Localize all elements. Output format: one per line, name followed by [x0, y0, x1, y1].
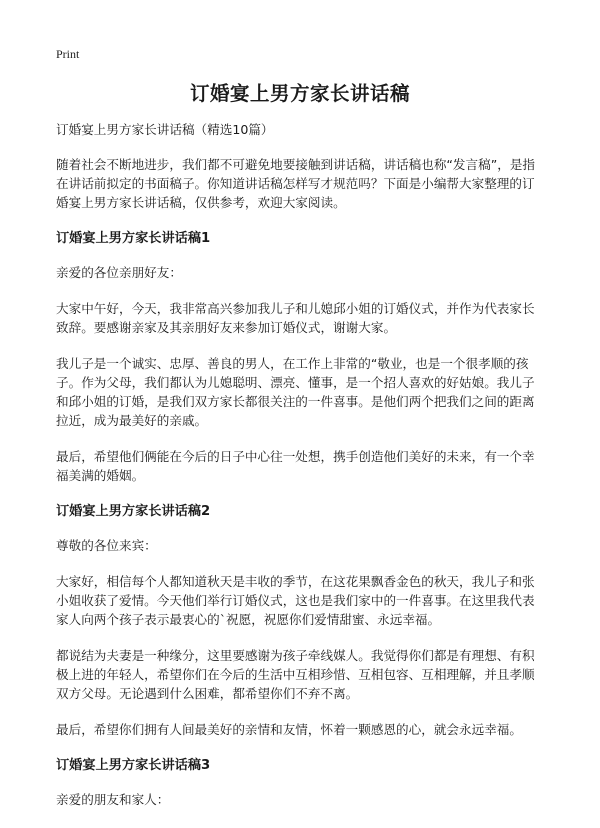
page-title: 订婚宴上男方家长讲话稿: [189, 82, 410, 105]
paragraph: 都说结为夫妻是一种缘分，这里要感谢为孩子牵线媒人。我觉得你们都是有理想、有积极上进的年轻人，希望你们在今后的生活中互相珍惜、互相包容、互相理解，并且孝顺双方父母。无论遇到什么困难，都希望你们不弃不离。: [56, 648, 535, 701]
section-1: [56, 229, 546, 485]
section-heading: 订婚宴上男方家长讲话稿3: [56, 758, 211, 773]
paragraph: 我儿子是一个诚实、忠厚、善良的男人，在工作上非常的“敬业，也是一个很孝顺的孩子。作为父母，我们都认为儿媳聪明、漂亮、懂事，是一个招人喜欢的好姑娘。我儿子和邱小姐的订婚，是我们双方家长都很关注的一件喜事。是他们两个把我们之间的距离拉近，成为最美好的亲戚。: [56, 356, 535, 428]
print-link[interactable]: Print: [56, 47, 80, 61]
paragraph: 大家好，相信每个人都知道秋天是丰收的季节，在这花果飘香金色的秋天，我儿子和张小姐收获了爱情。今天他们举行订婚仪式，这也是我们家中的一件喜事。在这里我代表家人向两个孩子表示最衷心的`祝愿，祝愿你们爱情甜蜜、永远幸福。: [56, 574, 535, 627]
article-subtitle: 订婚宴上男方家长讲话稿（精选10篇）: [56, 122, 274, 137]
paragraph: 最后，希望你们拥有人间最美好的亲情和友情，怀着一颗感恩的心，就会永远幸福。: [56, 722, 522, 737]
section-2: [56, 502, 546, 739]
section-heading: 订婚宴上男方家长讲话稿2: [56, 504, 211, 519]
paragraph: 亲爱的朋友和家人：: [56, 792, 170, 807]
article-body: [56, 120, 546, 826]
section-heading: 订婚宴上男方家长讲话稿1: [56, 231, 211, 246]
paragraph: 最后，希望他们俩能在今后的日子中心往一处想，携手创造他们美好的未来，有一个幸福美满的婚姻。: [56, 449, 535, 483]
paragraph: 大家中午好，今天，我非常高兴参加我儿子和儿媳邱小姐的订婚仪式，并作为代表家长致辞。要感谢亲家及其亲朋好友来参加订婚仪式，谢谢大家。: [56, 301, 535, 335]
section-3: [56, 756, 546, 809]
intro-paragraph: 随着社会不断地进步，我们都不可避免地要接触到讲话稿，讲话稿也称“发言稿”，是指在讲话前拟定的书面稿子。你知道讲话稿怎样写才规范吗？下面是小编帮大家整理的订婚宴上男方家长讲话稿，仅供参考，欢迎大家阅读。: [56, 157, 536, 210]
paragraph: 亲爱的各位亲朋好友：: [56, 265, 182, 280]
paragraph: 尊敬的各位来宾：: [56, 538, 157, 553]
